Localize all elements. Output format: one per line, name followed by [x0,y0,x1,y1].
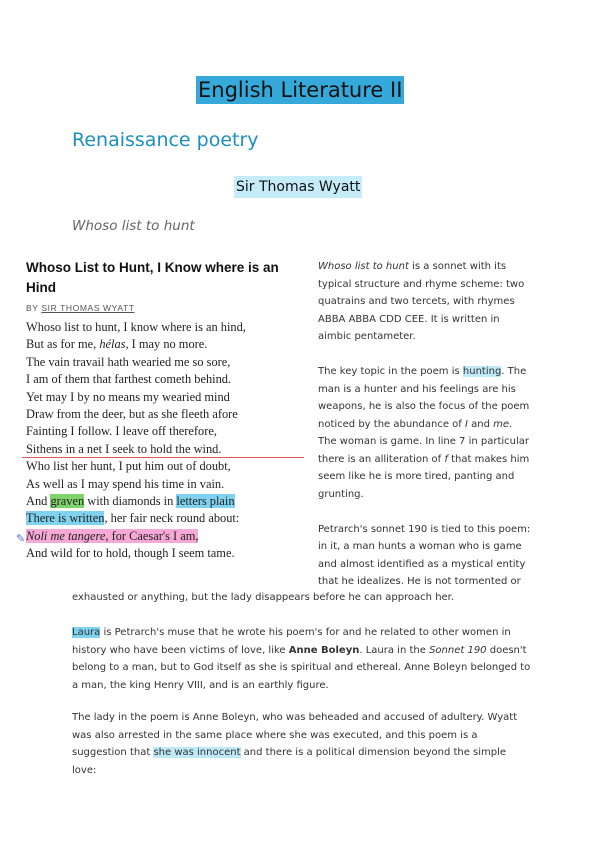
poem-line: Yet may I by no means my wearied mind [26,389,230,404]
poem-line: Whoso list to hunt, I know where is an hind, [26,320,246,334]
poem-line [26,528,246,545]
highlight-noli: Noli me tangere, for Caesar's I am, [26,528,199,543]
poem-line: And graven with diamonds in letters plain [26,493,235,508]
document-title: English Literature II [198,78,403,102]
poem-line: Sithens in a net I seek to hold the wind. [26,441,222,456]
byline-author-link[interactable]: SIR THOMAS WYATT [41,303,135,313]
poem-title: Whoso List to Hunt, I Know where is an Hind [26,260,279,295]
poem-line: But as for me, hélas, I may no more. [26,337,208,352]
poem-byline [26,302,135,314]
poem-line: Who list her hunt, I put him out of doubt, [26,459,231,474]
laura-paragraph: Laura is Petrarch's muse that he wrote his poem's for and he related to other women in history who have been victims of love, like Anne Boleyn. Laura in the Sonnet 190 doesn't belong to a man, but to God itself as she is spiritual and ethereal. Anne Boleyn belonged to a man, the king Henry VIII, and is an earthly figure. [72,627,531,691]
poem-line: The vain travail hath wearied me so sore, [26,354,231,369]
highlight-laura: Laura [72,627,101,638]
right-column-notes [318,258,532,608]
highlight-letters-plain: letters plain [176,493,235,508]
note-paragraph: Whoso list to hunt is a sonnet with its typical structure and rhyme scheme: two quatrains and two tercets, with rhymes ABBA ABBA CDD CEE. It is written in aimbic pentameter. [318,261,525,342]
highlight-there-is-written: There is written [26,511,105,526]
poem-line: Draw from the deer, but as she fleeth afore [26,406,238,421]
note-paragraph: The key topic in the poem is hunting. The man is a hunter and his feelings are his weapons, he is also the focus of the poem noticed by the abundance of I and me. The woman is game. In line 7 in particular there is an alliteration of f that makes him seem like he is more tired, panting and grunting. [318,366,530,500]
poem-line: Fainting I follow. I leave off therefore, [26,424,217,439]
poem-lines [26,319,246,562]
note-paragraph: Petrarch's sonnet 190 is tied to this poem: in it, a man hunts a woman who is game and almost identified as a mystical entity that he idealizes. He is not tormented or [318,523,531,587]
poem-line: There is written, her fair neck round about: [26,511,240,526]
highlight-hunting: hunting [462,366,502,377]
poem-subheading: Whoso list to hunt [72,218,195,234]
continuation-paragraph: exhausted or anything, but the lady disappears before he can approach her. [72,592,455,603]
lady-paragraph: The lady in the poem is Anne Boleyn, who was beheaded and accused of adultery. Wyatt was also arrested in the same place where she was executed, and this poem is a suggestion that she was innocent and there is a political dimension beyond the simple love: [72,712,518,776]
highlight-innocent: she was innocent [153,747,241,758]
section-heading: Renaissance poetry [72,129,259,151]
poem-line: And wild for to hold, though I seem tame. [26,546,235,561]
poem-card [16,250,304,568]
byline-prefix: BY [26,303,39,313]
pen-mark-icon: ✎ [16,532,26,545]
annotation-red-line [22,457,304,458]
poem-line: As well as I may spend his time in vain. [26,476,225,491]
highlight-graven: graven [50,493,85,508]
poem-line: I am of them that farthest cometh behind. [26,372,232,387]
author-heading: Sir Thomas Wyatt [234,176,362,198]
